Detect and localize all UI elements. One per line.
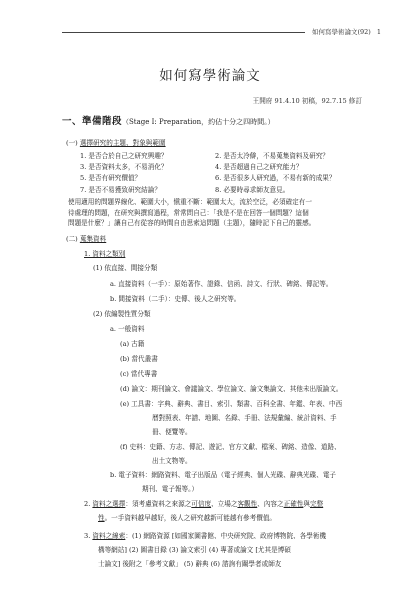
running-header — [312, 27, 381, 36]
underlined-term: 資料之線索 — [92, 532, 126, 540]
underlined-term: 客觀性 — [237, 500, 258, 508]
subsection-1-label: 選擇研究的主題、對象與範圍 — [79, 139, 166, 147]
underlined-term: 可信度 — [191, 500, 212, 508]
list-item-e-cont: 冊、便覽等。 — [152, 428, 192, 436]
page-number: 1 — [376, 28, 381, 36]
question-item: 4. 是否超過自己之研究能力？ — [215, 163, 303, 171]
item-text: ：須考慮資料之來源之 — [125, 500, 192, 508]
outline-item-1-2: (2) 依編製性質分類 — [93, 310, 151, 318]
question-item: 7. 是否不易獲致研究結論？ — [80, 186, 161, 194]
underlined-term: 正確性 — [283, 500, 304, 508]
outline-item-2 — [84, 499, 323, 510]
list-item-d: (d) 論文：期刊論文、會議論文、學位論文、論文集論文、其他未出版論文。 — [120, 385, 343, 393]
outline-item-3 — [84, 531, 326, 542]
paragraph-line: 問題是什麼？」讓自己有從容的時間自由思索這問題（主題），隨時記下自己的靈感。 — [68, 219, 316, 228]
running-title: 如何寫學術論文(92) — [312, 28, 371, 36]
subsection-1-number: (一) — [66, 139, 78, 147]
section-heading-lead: 一、準備階段 — [62, 116, 123, 127]
question-item: 5. 是否有研究價值？ — [80, 174, 142, 182]
outline-item-1-1b: b. 間接資料（二手）：史傳、後人之研究等。 — [110, 295, 241, 303]
list-item-c: (c) 當代專書 — [120, 370, 158, 378]
list-item-f-cont: 出土文物等。 — [152, 457, 192, 465]
item-text: 、內容之 — [257, 500, 284, 508]
underlined-term: 性 — [98, 514, 105, 522]
subsection-1-heading — [66, 137, 166, 147]
section-heading-note: （Stage I: Preparation，約佔十分之四時間。） — [122, 118, 275, 126]
question-item: 3. 是否資料太多，不易消化？ — [80, 163, 168, 171]
item-text: ：(1) 網路資源 [如國家圖書館、中央研究院、政府博物院、各學術機 — [125, 532, 327, 540]
subsection-2-label: 蒐集資料 — [79, 235, 107, 243]
item-text: 與 — [303, 500, 310, 508]
item-text: 、立場之 — [211, 500, 238, 508]
outline-item-3-cont: 士論文] 後附之「參考文獻」 (5) 辭典 (6) 諮詢有關學者或師友 — [98, 560, 282, 568]
list-item-f: (f) 史料：史籍、方志、傳記、遊記、官方文獻、檔案、碑銘、造像、道路、 — [120, 443, 341, 451]
list-item-e-cont: 曆對照表、年譜、地圖、名錄、手冊、法規彙編、統計資料、手 — [152, 414, 337, 422]
subsection-2-number: (二) — [66, 235, 78, 243]
subsection-2-heading — [66, 233, 106, 243]
question-item: 2. 是否太冷僻，不易蒐集資料及研究？ — [215, 152, 329, 160]
outline-item-1-1: (1) 依直接、間接分類 — [93, 264, 158, 272]
question-item: 6. 是否很多人研究過，不易有新的成果？ — [215, 174, 336, 182]
outline-item-3-cont: 構等網站] (2) 圖書目錄 (3) 論文索引 (4) 專著或論文 [尤其是博碩 — [98, 546, 291, 554]
outline-item-1: 1. 資料之類別 — [84, 250, 126, 258]
question-item: 1. 是否合於自己之研究興趣？ — [80, 152, 168, 160]
question-item: 8. 必要時尋求師友意見。 — [215, 186, 290, 194]
outline-item-2-cont — [98, 513, 276, 524]
outline-item-1-2a: a. 一般資料 — [110, 325, 145, 333]
outline-item-1-2b: b. 電子資料：網路資料、電子出版品（電子經典、個人光碟、辭典光碟、電子 — [110, 471, 337, 479]
outline-item-1-2b-cont: 期刊、電子報等。） — [142, 485, 199, 493]
header-rule — [62, 32, 305, 33]
guidance-paragraph — [68, 197, 368, 229]
outline-item-1-1a: a. 直接資料（一手）：原始著作、證錄、信函、詩文、行狀、碑銘、傳記等。 — [110, 280, 333, 288]
list-item-a: (a) 古籍 — [120, 340, 145, 348]
list-item-b: (b) 當代叢書 — [120, 355, 158, 363]
section-heading — [62, 113, 275, 127]
underlined-term: 資料之選擇 — [92, 500, 126, 508]
document-title: 如何寫學術論文 — [159, 68, 261, 84]
paragraph-line: 待處理的問題，在研究與撰寫過程，常常問自己：「我是不是在回答一個問題？這個 — [68, 208, 309, 217]
item-text: 。一手資料越早越好，後人之研究越新可能越有參考價值。 — [104, 514, 277, 522]
item-number: 2. — [84, 500, 93, 508]
item-number: 3. — [84, 532, 93, 540]
underlined-term: 完整 — [309, 500, 324, 508]
list-item-e: (e) 工具書：字典、辭典、書目、索引、類書、百科全書、年鑑、年表、中西 — [120, 400, 343, 408]
paragraph-line: 使用適用的問題界線化、範圍大小，愼重不斷：範圍太大，流於空泛，必須確定有一 — [68, 198, 312, 206]
author-line: 王開府 91.4.10 初稿，92.7.15 修訂 — [252, 97, 362, 105]
